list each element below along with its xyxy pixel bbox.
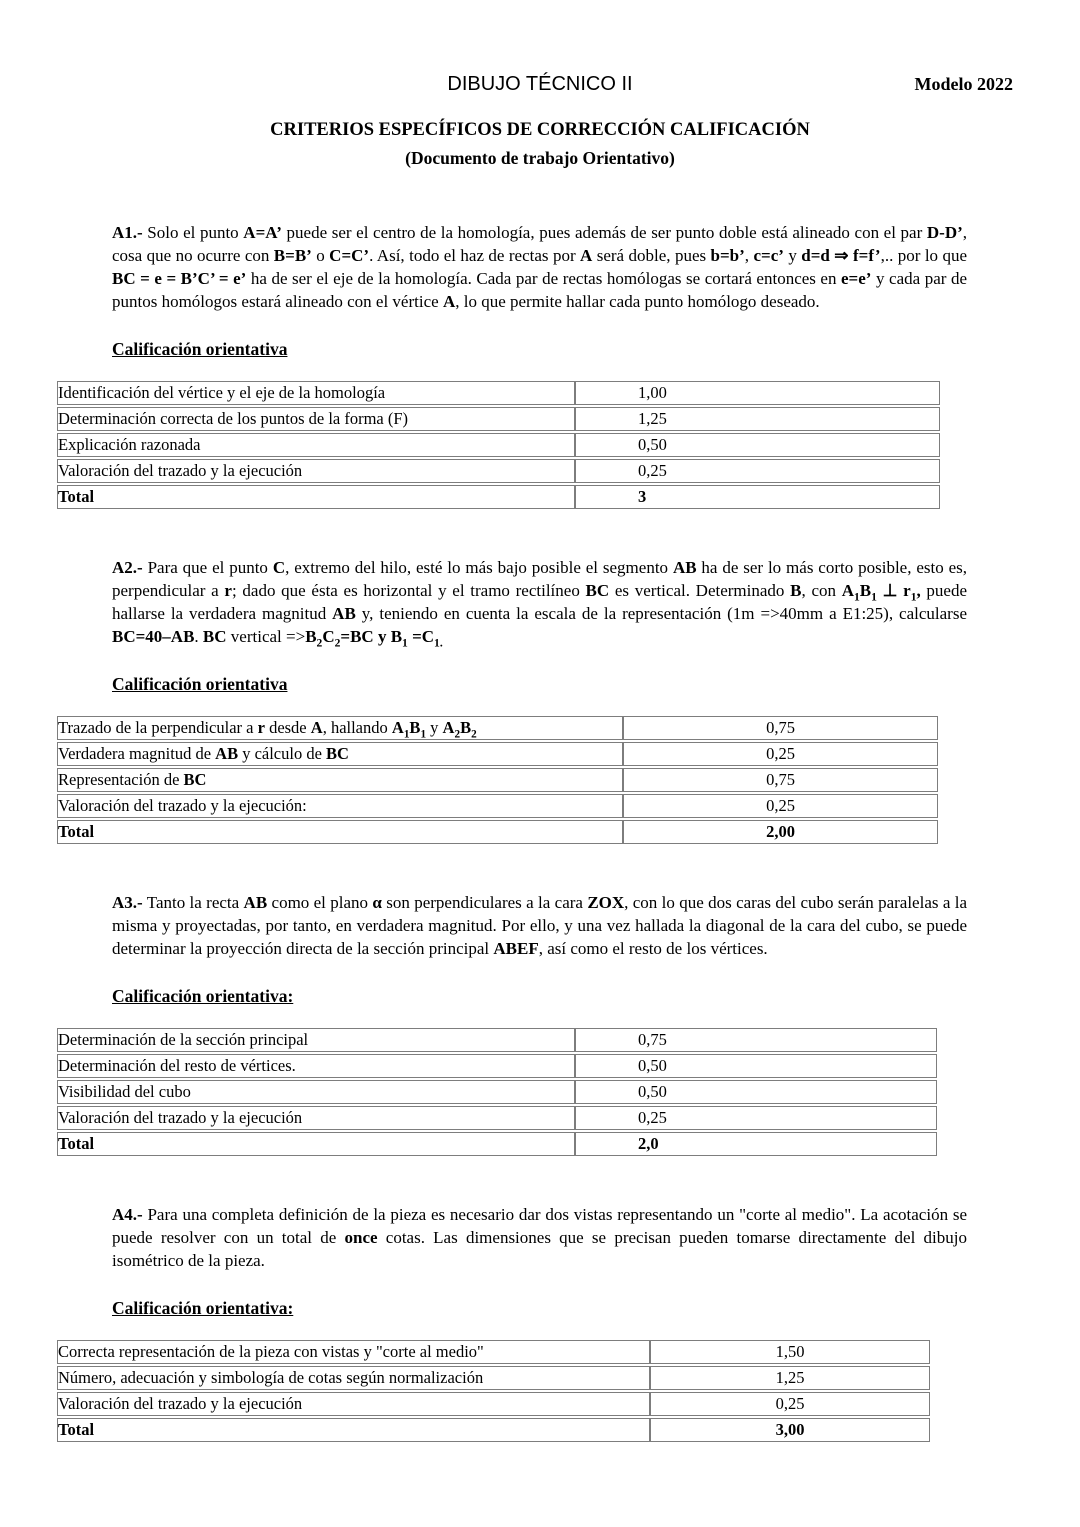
- bold-text: B: [790, 581, 802, 600]
- bold-text: BC: [202, 627, 227, 646]
- section-a2-grading-heading: Calificación orientativa: [112, 674, 288, 694]
- text: son perpendiculares a la cara: [381, 893, 588, 912]
- criterion-label: [57, 459, 575, 483]
- text: . Así, todo el haz de rectas por: [369, 246, 581, 265]
- bold-text: 1: [854, 590, 860, 604]
- bold-text: 1: [910, 590, 917, 604]
- section-a2-grading-table: [57, 714, 938, 846]
- text: Valoración del trazado y la ejecución: [58, 461, 303, 480]
- criterion-value: 1,50: [650, 1340, 930, 1364]
- table-row: [57, 381, 940, 405]
- course-title: DIBUJO TÉCNICO II: [447, 73, 633, 95]
- section-a1-grading-table: [57, 379, 940, 511]
- bold-text: BC: [326, 744, 349, 763]
- bold-text: Total: [58, 1420, 95, 1439]
- document-title: CRITERIOS ESPECÍFICOS DE CORRECCIÓN CALIFICACIÓN: [270, 120, 810, 140]
- section-a3-grading-table: [57, 1026, 937, 1158]
- bold-text: Total: [58, 822, 95, 841]
- text: Valoración del trazado y la ejecución:: [58, 796, 307, 815]
- table-row: [57, 742, 938, 766]
- bold-text: B=B’: [273, 246, 312, 265]
- bold-text: α: [372, 893, 382, 912]
- bold-text: 2: [334, 636, 341, 650]
- bold-text: b=b’: [710, 246, 745, 265]
- criterion-label: [57, 794, 623, 818]
- section-a3-grading-heading: Calificación orientativa:: [112, 986, 294, 1006]
- criterion-value: 3: [575, 485, 940, 509]
- bold-text: B: [460, 718, 472, 737]
- section-a2-paragraph: [112, 556, 967, 648]
- criterion-label: [57, 1080, 575, 1104]
- bold-text: BC = e = B’C’ = e’: [112, 269, 247, 288]
- bold-text: d=d: [801, 246, 830, 265]
- criterion-label: [57, 1366, 650, 1390]
- bold-text: C: [322, 627, 335, 646]
- criterion-value: 0,50: [575, 1080, 937, 1104]
- text: , hallando: [322, 718, 392, 737]
- criterion-value: 0,75: [623, 716, 938, 740]
- text: Correcta representación de la pieza con vistas y "corte al medio": [58, 1342, 484, 1361]
- bold-text: A: [580, 246, 593, 265]
- bold-text: AB: [332, 604, 356, 623]
- text: y: [783, 246, 802, 265]
- table-row: [57, 1132, 937, 1156]
- bold-text: Total: [58, 487, 95, 506]
- bold-text: A1.-: [112, 223, 143, 242]
- table-row: [57, 820, 938, 844]
- bold-text: A: [391, 718, 404, 737]
- table-row: [57, 1028, 937, 1052]
- bold-text: =BC: [340, 627, 374, 646]
- section-a4: [58, 1203, 967, 1444]
- bold-text: y: [373, 627, 391, 646]
- bold-text: 2: [471, 728, 477, 740]
- text: ,: [744, 246, 754, 265]
- table-row: [57, 1366, 930, 1390]
- bold-text: C=C’: [329, 246, 370, 265]
- text: y cada par de puntos homólogos estará alineado con el vértice: [112, 269, 967, 311]
- criterion-label: [57, 485, 575, 509]
- criterion-label: [57, 742, 623, 766]
- text: como el plano: [267, 893, 373, 912]
- bold-text: BC: [585, 581, 610, 600]
- criterion-label: [57, 716, 623, 740]
- document-body: [58, 221, 968, 1444]
- text: puede ser el centro de la homología, pues además de ser punto doble está alineado con el par: [281, 223, 927, 242]
- criterion-value: 0,25: [623, 794, 938, 818]
- bold-text: BC: [183, 770, 207, 789]
- text: y, teniendo en cuenta la escala de la representación (1m =>40mm a E1:25), calcularse: [355, 604, 967, 623]
- section-a2: [58, 556, 968, 846]
- table-row: [57, 407, 940, 431]
- bold-text: D-D’: [926, 223, 963, 242]
- bold-text: 2: [316, 636, 323, 650]
- bold-text: 1.: [434, 636, 443, 650]
- text: y: [426, 718, 443, 737]
- bold-text: 1: [403, 728, 410, 740]
- text: , con lo que dos caras del cubo serán paralelas a la misma y proyectadas, por tanto, en verdadera magnitud. Por ello, y una vez hallada la diagonal de la cara del cubo, se puede determinar la proyección directa de la sección principal: [112, 893, 967, 958]
- bold-text: e=e’: [841, 269, 872, 288]
- text: Determinación de la sección principal: [58, 1030, 309, 1049]
- bold-text: AB: [243, 893, 268, 912]
- text: y cálculo de: [238, 744, 327, 763]
- bold-text: c=c’: [753, 246, 784, 265]
- criterion-value: 0,75: [575, 1028, 937, 1052]
- bold-text: A2.-: [112, 558, 143, 577]
- section-a3-paragraph: [112, 891, 967, 960]
- page-header: [0, 73, 1080, 99]
- table-row: [57, 1080, 937, 1104]
- criterion-value: 2,00: [623, 820, 938, 844]
- criterion-value: 0,50: [575, 1054, 937, 1078]
- text: vertical =>: [226, 627, 306, 646]
- bold-text: AB: [672, 558, 697, 577]
- bold-text: 1: [420, 728, 427, 740]
- text: , así como el resto de los vértices.: [538, 939, 768, 958]
- bold-text: AB: [215, 744, 239, 763]
- section-a4-grading-heading: Calificación orientativa:: [112, 1298, 294, 1318]
- bold-text: A3.-: [112, 893, 143, 912]
- bold-text: r: [224, 581, 232, 600]
- bold-text: ⊥: [876, 581, 904, 600]
- text: Identificación del vértice y el eje de la homología: [58, 383, 386, 402]
- text: ,.. por lo que: [880, 246, 968, 265]
- bold-text: B: [390, 627, 403, 646]
- text: , con: [801, 581, 842, 600]
- text: Explicación razonada: [58, 435, 201, 454]
- criterion-label: [57, 1054, 575, 1078]
- criterion-label: [57, 1028, 575, 1052]
- text: será doble, pues: [592, 246, 711, 265]
- bold-text: once: [344, 1228, 378, 1247]
- model-year-label: Modelo 2022: [914, 74, 1013, 94]
- criterion-value: 1,00: [575, 381, 940, 405]
- bold-text: C: [272, 558, 286, 577]
- section-a4-grading-table: [57, 1338, 930, 1444]
- bold-text: A: [841, 581, 854, 600]
- bold-text: B: [409, 718, 421, 737]
- text: es vertical. Determinado: [609, 581, 791, 600]
- table-row: [57, 1054, 937, 1078]
- table-row: [57, 485, 940, 509]
- bold-text: 1: [871, 590, 877, 604]
- bold-text: B: [305, 627, 317, 646]
- criterion-value: 0,25: [623, 742, 938, 766]
- criterion-label: [57, 1132, 575, 1156]
- text: , extremo del hilo, esté lo más bajo posible el segmento: [285, 558, 673, 577]
- bold-text: ABEF: [493, 939, 539, 958]
- bold-text: =C: [407, 627, 435, 646]
- text: Determinación del resto de vértices.: [58, 1056, 296, 1075]
- criterion-value: 2,0: [575, 1132, 937, 1156]
- text: ; dado que ésta es horizontal y el tramo rectilíneo: [231, 581, 586, 600]
- criterion-value: 0,25: [575, 459, 940, 483]
- section-a4-paragraph: [112, 1203, 967, 1272]
- bold-text: A: [442, 292, 456, 311]
- bold-text: A: [442, 718, 455, 737]
- criterion-label: [57, 820, 623, 844]
- text: Número, adecuación y simbología de cotas según normalización: [58, 1368, 484, 1387]
- criterion-value: 3,00: [650, 1418, 930, 1442]
- bold-text: B: [859, 581, 872, 600]
- text: Verdadera magnitud de: [58, 744, 216, 763]
- table-row: [57, 716, 938, 740]
- criterion-label: [57, 381, 575, 405]
- bold-text: A4.-: [112, 1205, 143, 1224]
- criterion-label: [57, 433, 575, 457]
- bold-text: A: [310, 718, 323, 737]
- text: Representación de: [58, 770, 184, 789]
- table-row: [57, 768, 938, 792]
- bold-text: r: [257, 718, 265, 737]
- text: Solo el punto: [142, 223, 244, 242]
- criterion-value: 1,25: [575, 407, 940, 431]
- criterion-label: [57, 768, 623, 792]
- section-a3: [58, 891, 967, 1158]
- text: desde: [264, 718, 311, 737]
- table-row: [57, 1106, 937, 1130]
- text: ha de ser el eje de la homología. Cada par de rectas homólogas se cortará entonces en: [246, 269, 842, 288]
- bold-text: r: [903, 581, 911, 600]
- table-row: [57, 1340, 930, 1364]
- text: Visibilidad del cubo: [58, 1082, 191, 1101]
- section-a1-grading-heading: Calificación orientativa: [112, 339, 288, 359]
- document-subtitle: (Documento de trabajo Orientativo): [405, 148, 675, 168]
- bold-text: BC=40–AB: [112, 627, 195, 646]
- bold-text: 2: [454, 728, 461, 740]
- text: Para una completa definición de la pieza es necesario dar dos vistas representando un "corte al medio". La acotación se puede resolver con un total de: [112, 1205, 967, 1247]
- text: o: [311, 246, 330, 265]
- text: .: [194, 627, 203, 646]
- text: cotas. Las dimensiones que se precisan pueden tomarse directamente del dibujo isométrico de la pieza.: [112, 1228, 967, 1270]
- text: Para que el punto: [142, 558, 273, 577]
- section-a1-paragraph: [112, 221, 967, 313]
- criterion-label: [57, 1418, 650, 1442]
- criterion-label: [57, 1106, 575, 1130]
- table-row: [57, 459, 940, 483]
- criterion-value: 0,75: [623, 768, 938, 792]
- text: Valoración del trazado y la ejecución: [58, 1394, 303, 1413]
- criterion-value: 0,25: [575, 1106, 937, 1130]
- criterion-value: 1,25: [650, 1366, 930, 1390]
- criterion-value: 0,25: [650, 1392, 930, 1416]
- criterion-label: [57, 1392, 650, 1416]
- bold-text: ZOX: [587, 893, 625, 912]
- table-row: [57, 433, 940, 457]
- text: Trazado de la perpendicular a: [58, 718, 258, 737]
- bold-text: ,: [916, 581, 921, 600]
- table-row: [57, 794, 938, 818]
- bold-text: f=f’: [852, 246, 881, 265]
- text: , lo que permite hallar cada punto homólogo deseado.: [455, 292, 820, 311]
- table-row: [57, 1418, 930, 1442]
- text: ha de ser lo más corto posible, esto es, perpendicular a: [112, 558, 968, 600]
- bold-text: ⇒: [829, 246, 853, 265]
- bold-text: Total: [58, 1134, 95, 1153]
- criterion-label: [57, 1340, 650, 1364]
- table-row: [57, 1392, 930, 1416]
- bold-text: 1: [402, 636, 408, 650]
- text: puede hallarse la verdadera magnitud: [112, 581, 968, 623]
- bold-text: A=A’: [243, 223, 282, 242]
- text: Valoración del trazado y la ejecución: [58, 1108, 303, 1127]
- text: Tanto la recta: [142, 893, 244, 912]
- text: , cosa que no ocurre con: [112, 223, 968, 265]
- text: Determinación correcta de los puntos de la forma (F): [58, 409, 409, 428]
- criterion-value: 0,50: [575, 433, 940, 457]
- criterion-label: [57, 407, 575, 431]
- section-a1: [58, 221, 968, 511]
